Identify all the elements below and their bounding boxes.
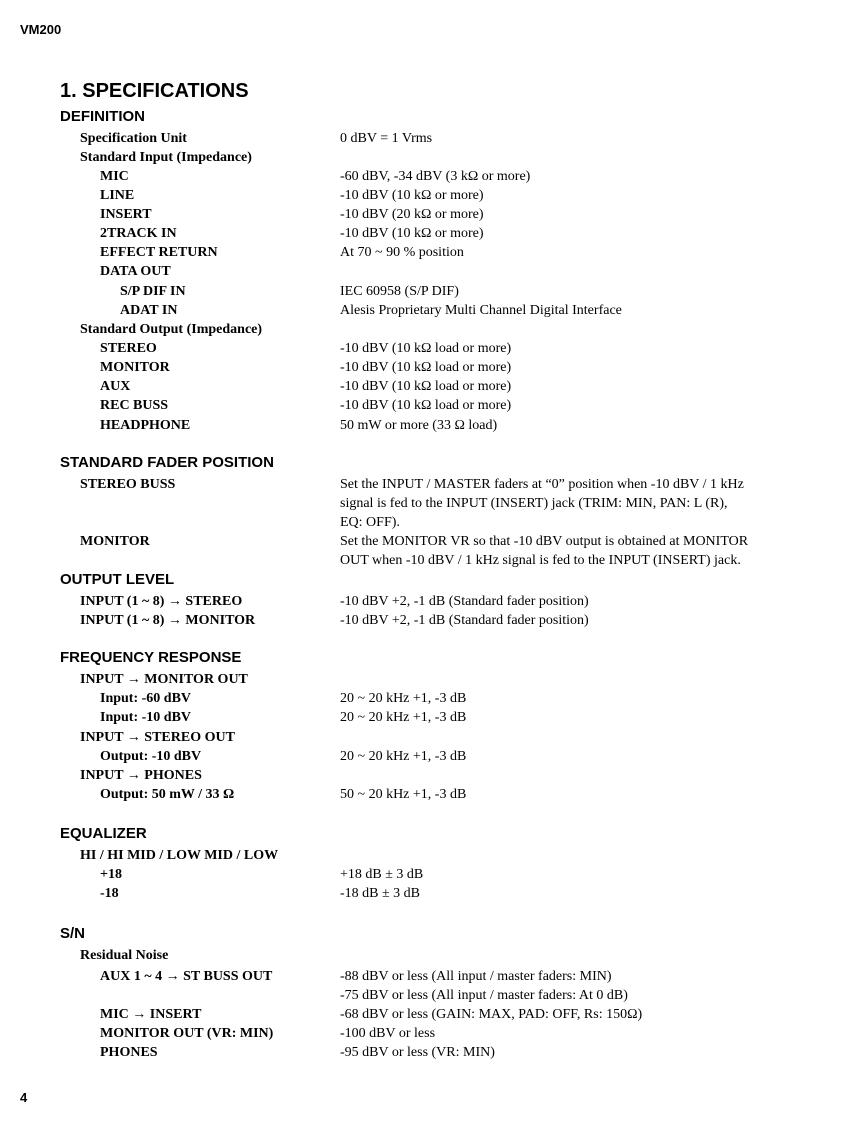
spec-row-output-50mw	[0, 785, 866, 804]
spec-value: OUT when -10 dBV / 1 kHz signal is fed to the INPUT (INSERT) jack.	[340, 553, 741, 568]
section-heading-sn: S/N	[60, 925, 86, 942]
spec-label: Input: -60 dBV	[100, 691, 192, 706]
spec-row-aux-st-buss-out-cont	[0, 986, 866, 1005]
spec-row-output-10dbv	[0, 747, 866, 766]
spec-label: INSERT	[100, 207, 152, 222]
spec-label: Specification Unit	[80, 131, 187, 146]
spec-row-eq-plus18	[0, 865, 866, 884]
spec-row-input-to-stereo	[0, 592, 866, 611]
spec-label: Output: -10 dBV	[100, 749, 202, 764]
spec-value: Set the INPUT / MASTER faders at “0” position when -10 dBV / 1 kHz	[340, 477, 744, 492]
spec-row-phones	[0, 1043, 866, 1062]
section-heading-output-level: OUTPUT LEVEL	[60, 571, 175, 588]
spec-value: -10 dBV (10 kΩ or more)	[340, 188, 484, 203]
spec-row-monitor	[0, 358, 866, 377]
spec-value: -68 dBV or less (GAIN: MAX, PAD: OFF, Rs: 150Ω)	[340, 1007, 643, 1022]
page-title: 1. SPECIFICATIONS	[60, 80, 249, 102]
spec-row-monitor-out	[0, 1024, 866, 1043]
spec-value: -18 dB ± 3 dB	[340, 886, 421, 901]
spec-row-stereo-buss	[0, 475, 866, 494]
spec-row-fader-monitor-cont	[0, 551, 866, 570]
spec-row-line	[0, 186, 866, 205]
spec-label: INPUT (1 ~ 8) → STEREO	[80, 594, 243, 609]
spec-group-label: INPUT → MONITOR OUT	[80, 672, 248, 687]
spec-group-standard-output	[0, 320, 866, 339]
spec-row-mic-insert	[0, 1005, 866, 1024]
spec-group-standard-input	[0, 148, 866, 167]
spec-row-mic	[0, 167, 866, 186]
spec-label: LINE	[100, 188, 135, 203]
spec-value: -10 dBV +2, -1 dB (Standard fader position)	[340, 594, 589, 609]
spec-row-insert	[0, 205, 866, 224]
section-heading-definition: DEFINITION	[60, 108, 145, 125]
spec-row-effect-return	[0, 243, 866, 262]
section-heading-frequency-response: FREQUENCY RESPONSE	[60, 649, 242, 666]
spec-value: -95 dBV or less (VR: MIN)	[340, 1045, 495, 1060]
spec-value: 50 mW or more (33 Ω load)	[340, 418, 498, 433]
spec-label: -18	[100, 886, 119, 901]
spec-value: -10 dBV +2, -1 dB (Standard fader position)	[340, 613, 589, 628]
spec-group-label: HI / HI MID / LOW MID / LOW	[80, 848, 279, 863]
spec-value: Alesis Proprietary Multi Channel Digital Interface	[340, 303, 622, 318]
spec-row-stereo	[0, 339, 866, 358]
spec-row-aux-st-buss-out	[0, 967, 866, 986]
spec-row-specification-unit	[0, 129, 866, 148]
spec-group-data-out	[0, 262, 866, 281]
spec-label: EFFECT RETURN	[100, 245, 218, 260]
spec-value: -88 dBV or less (All input / master faders: MIN)	[340, 969, 612, 984]
spec-value: Set the MONITOR VR so that -10 dBV output is obtained at MONITOR	[340, 534, 749, 549]
spec-row-rec-buss	[0, 396, 866, 415]
spec-label: Input: -10 dBV	[100, 710, 192, 725]
spec-value: At 70 ~ 90 % position	[340, 245, 464, 260]
spec-label: MONITOR	[80, 534, 150, 549]
spec-label: MONITOR OUT (VR: MIN)	[100, 1026, 274, 1041]
spec-row-2track-in	[0, 224, 866, 243]
spec-value: -60 dBV, -34 dBV (3 kΩ or more)	[340, 169, 531, 184]
spec-value: -75 dBV or less (All input / master faders: At 0 dB)	[340, 988, 628, 1003]
spec-label: MONITOR	[100, 360, 170, 375]
spec-label: STEREO	[100, 341, 157, 356]
spec-value: -10 dBV (20 kΩ or more)	[340, 207, 484, 222]
section-heading-equalizer: EQUALIZER	[60, 825, 147, 842]
spec-group-input-monitor-out	[0, 670, 866, 689]
spec-value: +18 dB ± 3 dB	[340, 867, 424, 882]
spec-label: MIC	[100, 169, 129, 184]
spec-group-label: INPUT → STEREO OUT	[80, 730, 235, 745]
spec-row-fader-monitor	[0, 532, 866, 551]
spec-group-label: Standard Input (Impedance)	[80, 150, 252, 165]
spec-value: 20 ~ 20 kHz +1, -3 dB	[340, 749, 467, 764]
spec-label: AUX	[100, 379, 131, 394]
spec-row-stereo-buss-cont	[0, 513, 866, 532]
spec-label: REC BUSS	[100, 398, 169, 413]
spec-value: EQ: OFF).	[340, 515, 400, 530]
spec-label: 2TRACK IN	[100, 226, 177, 241]
spec-label: HEADPHONE	[100, 418, 191, 433]
spec-row-input-10dbv	[0, 708, 866, 727]
spec-value: -10 dBV (10 kΩ or more)	[340, 226, 484, 241]
spec-row-adat-in	[0, 301, 866, 320]
spec-group-input-phones	[0, 766, 866, 785]
spec-value: IEC 60958 (S/P DIF)	[340, 284, 459, 299]
spec-group-label: DATA OUT	[100, 264, 171, 279]
spec-group-input-stereo-out	[0, 728, 866, 747]
spec-label: ADAT IN	[120, 303, 178, 318]
spec-value: -100 dBV or less	[340, 1026, 436, 1041]
section-heading-standard-fader-position: STANDARD FADER POSITION	[60, 454, 274, 471]
spec-group-residual-noise	[0, 946, 866, 965]
spec-value: 20 ~ 20 kHz +1, -3 dB	[340, 710, 467, 725]
spec-label: STEREO BUSS	[80, 477, 176, 492]
spec-label: INPUT (1 ~ 8) → MONITOR	[80, 613, 256, 628]
spec-row-headphone	[0, 416, 866, 435]
spec-row-stereo-buss-cont	[0, 494, 866, 513]
document-model-name: VM200	[20, 22, 62, 37]
spec-label: AUX 1 ~ 4 → ST BUSS OUT	[100, 969, 273, 984]
spec-value: -10 dBV (10 kΩ load or more)	[340, 379, 512, 394]
spec-value: 20 ~ 20 kHz +1, -3 dB	[340, 691, 467, 706]
spec-value: -10 dBV (10 kΩ load or more)	[340, 341, 512, 356]
spec-row-spdif-in	[0, 282, 866, 301]
spec-label: MIC → INSERT	[100, 1007, 202, 1022]
spec-group-label: Standard Output (Impedance)	[80, 322, 263, 337]
spec-row-input-to-monitor	[0, 611, 866, 630]
spec-value: -10 dBV (10 kΩ load or more)	[340, 398, 512, 413]
spec-label: +18	[100, 867, 122, 882]
spec-value: 50 ~ 20 kHz +1, -3 dB	[340, 787, 467, 802]
spec-row-input-60dbv	[0, 689, 866, 708]
page-number: 4	[20, 1090, 28, 1105]
spec-label: Output: 50 mW / 33 Ω	[100, 787, 235, 802]
spec-label: PHONES	[100, 1045, 158, 1060]
spec-group-label: Residual Noise	[80, 948, 169, 963]
spec-row-aux	[0, 377, 866, 396]
spec-group-eq-bands	[0, 846, 866, 865]
spec-row-eq-minus18	[0, 884, 866, 903]
spec-value: 0 dBV = 1 Vrms	[340, 131, 433, 146]
spec-value: signal is fed to the INPUT (INSERT) jack (TRIM: MIN, PAN: L (R),	[340, 496, 728, 511]
spec-label: S/P DIF IN	[120, 284, 186, 299]
spec-value: -10 dBV (10 kΩ load or more)	[340, 360, 512, 375]
spec-group-label: INPUT → PHONES	[80, 768, 202, 783]
